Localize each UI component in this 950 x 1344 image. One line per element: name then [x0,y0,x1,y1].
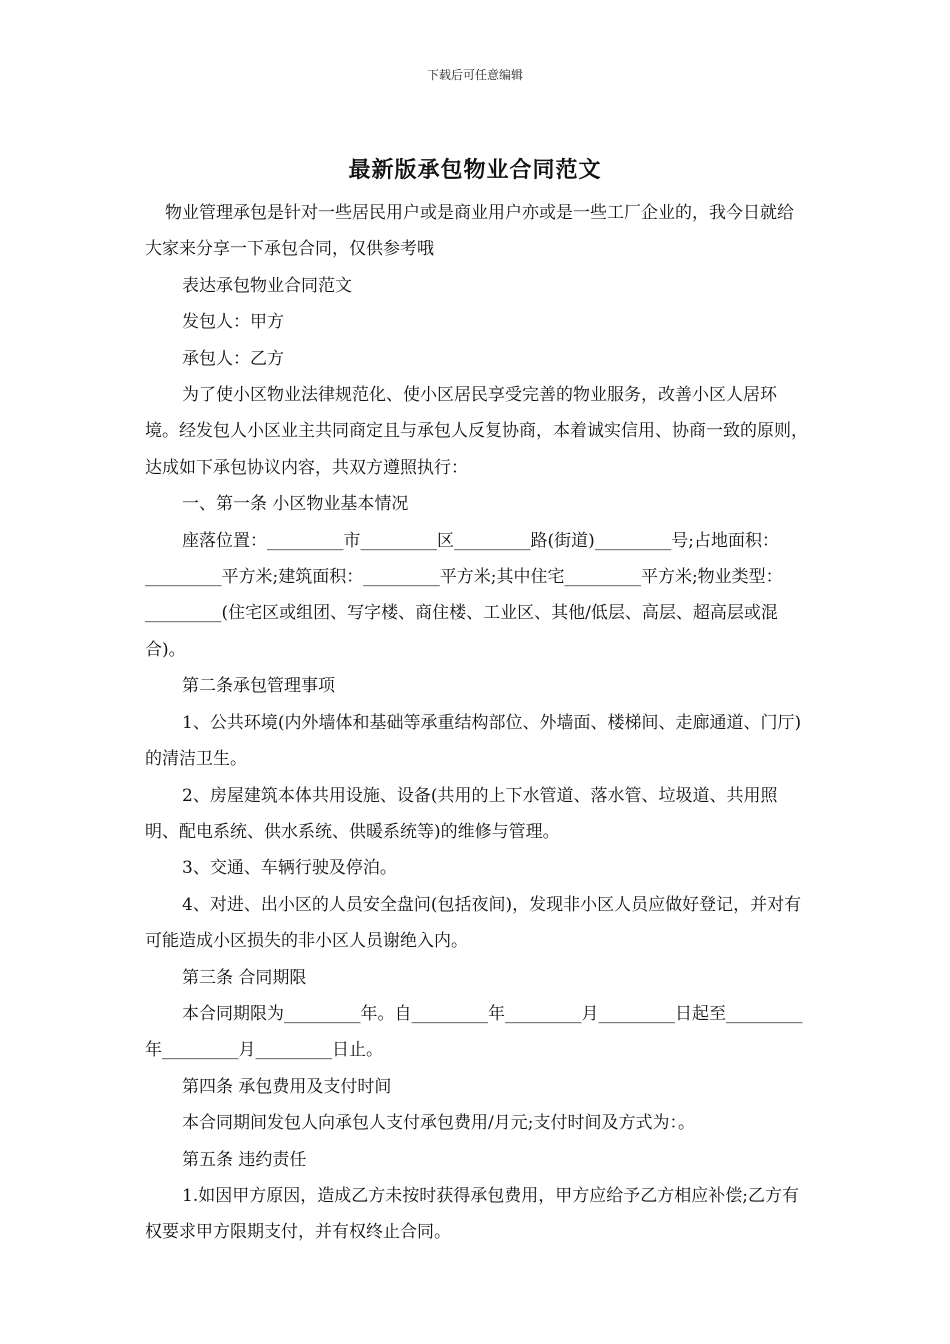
property-info-paragraph: 座落位置：_________市_________区_________路(街道)_________号;占地面积：_________平方米;建筑面积：_________平方米;其中住宅_________平方米;物业类型：_________(住宅区或组团、写字楼、商住楼、工业区、其他/低层、高层、超高层或混合)。 [145,530,783,660]
payment-paragraph: 本合同期间发包人向承包人支付承包费用/月元;支付时间及方式为：。 [182,1113,695,1134]
article-2-item-2: 2、房屋建筑本体共用设施、设备(共用的上下水管道、落水管、垃圾道、共用照明、配电系统、供水系统、供暖系统等)的维修与管理。 [145,785,778,842]
intro-paragraph: 物业管理承包是针对一些居民用户或是商业用户亦或是一些工厂企业的，我今日就给大家来分享一下承包合同，仅供参考哦 [145,203,794,260]
preamble-paragraph: 为了使小区物业法律规范化、使小区居民享受完善的物业服务，改善小区人居环境。经发包人小区业主共同商定且与承包人反复协商，本着诚实信用、协商一致的原则，达成如下承包协议内容，共双方遵照执行： [145,385,808,478]
document-body [145,195,810,1251]
article-2-item-3: 3、交通、车辆行驶及停泊。 [182,858,397,879]
page-header-note: 下载后可任意编辑 [426,68,523,82]
subtitle-paragraph: 表达承包物业合同范文 [182,275,352,296]
article-2-item-1: 1、公共环境(内外墙体和基础等承重结构部位、外墙面、楼梯间、走廊通道、门厅)的清洁卫生。 [145,712,802,770]
article-1-heading: 一、第一条 小区物业基本情况 [182,494,409,515]
party-b-line: 承包人：乙方 [182,348,284,369]
article-2-item-4: 4、对进、出小区的人员安全盘问(包括夜间)，发现非小区人员应做好登记，并对有可能造成小区损失的非小区人员谢绝入内。 [145,894,802,952]
article-2-heading: 第二条承包管理事项 [182,676,335,697]
article-3-heading: 第三条 合同期限 [182,967,307,988]
breach-clause-1: 1.如因甲方原因，造成乙方未按时获得承包费用，甲方应给予乙方相应补偿;乙方有权要求甲方限期支付，并有权终止合同。 [145,1185,799,1243]
party-a-line: 发包人：甲方 [182,312,284,333]
contract-term-paragraph: 本合同期限为_________年。自_________年_________月_________日起至_________年_________月_________日止。 [145,1003,803,1061]
article-4-heading: 第四条 承包费用及支付时间 [182,1076,392,1097]
article-5-heading: 第五条 违约责任 [182,1149,307,1170]
document-title: 最新版承包物业合同范文 [348,157,602,183]
